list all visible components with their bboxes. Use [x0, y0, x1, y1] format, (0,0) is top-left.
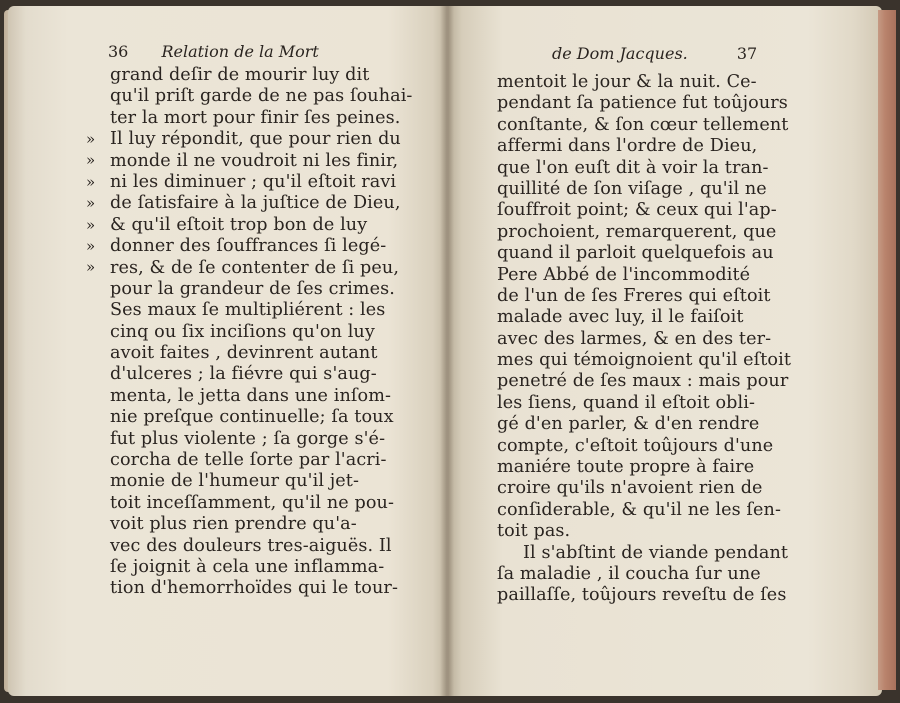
text-line: menta, le jetta dans une inſom- [110, 385, 392, 406]
text-line: compte, c'eſtoit toûjours d'une [497, 435, 774, 456]
right-running-title: de Dom Jacques. [552, 44, 688, 63]
text-line: toit inceſſamment, qu'il ne pou- [110, 492, 394, 513]
text-line: Il s'abſtint de viande pendant [523, 542, 789, 563]
quote-mark: » [86, 258, 96, 277]
right-page-body [497, 72, 791, 607]
text-line: toit pas. [497, 521, 571, 542]
quote-mark: » [86, 151, 96, 170]
text-line: conſtante, & ſon cœur tellement [497, 114, 789, 135]
right-page-header [552, 44, 757, 63]
text-line: Ses maux ſe multipliérent : les [110, 300, 386, 321]
book-gutter [440, 6, 454, 696]
text-line: quand il parloit quelquefois au [497, 243, 774, 264]
quote-mark: » [86, 236, 96, 255]
text-line: que l'on euſt dit à voir la tran- [497, 157, 769, 178]
text-line: quillité de ſon viſage , qu'il ne [497, 178, 767, 199]
left-page-number: 36 [108, 42, 129, 61]
text-line: de l'un de ſes Freres qui eſtoit [497, 285, 771, 306]
text-line: res, & de ſe contenter de ſi peu, [110, 257, 400, 278]
quote-mark: » [86, 172, 96, 191]
text-line: Pere Abbé de l'incommodité [497, 264, 751, 285]
text-line: croire qu'ils n'avoient rien de [497, 478, 763, 499]
text-line: fut plus violente ; ſa gorge s'é- [110, 428, 386, 449]
text-line: pendant ſa patience fut toûjours [497, 93, 788, 114]
text-line: avec des larmes, & en des ter- [497, 328, 772, 349]
text-line: Il luy répondit, que pour rien du [110, 129, 401, 150]
text-line: affermi dans l'ordre de Dieu, [497, 136, 758, 157]
text-line: monde il ne voudroit ni les finir, [110, 150, 399, 171]
text-line: tion d'hemorrhoïdes qui le tour- [110, 578, 398, 599]
left-page-header [108, 42, 319, 61]
left-quote-marks [86, 129, 95, 279]
text-line: les ſiens, quand il eſtoit obli- [497, 392, 755, 413]
text-line: malade avec luy, il le faiſoit [497, 307, 744, 328]
text-line: voit plus rien prendre qu'a- [110, 514, 357, 535]
right-page-edge [878, 10, 896, 690]
text-line: vec des douleurs tres-aiguës. Il [110, 535, 392, 556]
text-line: ſa maladie , il coucha ſur une [497, 563, 761, 584]
right-page-number: 37 [736, 44, 758, 63]
text-line: monie de l'humeur qu'il jet- [110, 471, 360, 492]
text-line: cinq ou ſix inciſions qu'on luy [110, 321, 375, 342]
text-line: paillaſſe, toûjours reveſtu de ſes [497, 585, 787, 606]
text-line: prochoient, remarquerent, que [497, 221, 777, 242]
text-line: maniére toute propre à faire [497, 457, 755, 478]
left-running-title: Relation de la Mort [161, 42, 319, 61]
text-line: ni les diminuer ; qu'il eſtoit ravi [110, 171, 397, 192]
text-line: de ſatisfaire à la juſtice de Dieu, [110, 193, 401, 214]
text-line: mes qui témoignoient qu'il eſtoit [497, 350, 791, 371]
quote-mark: » [86, 194, 96, 213]
text-line: corcha de telle ſorte par l'acri- [110, 450, 387, 471]
quote-mark: » [86, 215, 96, 234]
text-line: & qu'il eſtoit trop bon de luy [110, 214, 368, 235]
text-line: ter la mort pour finir ſes peines. [110, 107, 401, 128]
text-line: d'ulceres ; la fiévre qui s'aug- [110, 364, 377, 385]
text-line: nie preſque continuelle; ſa toux [110, 407, 394, 428]
quote-mark: » [86, 130, 96, 148]
text-line: pour la grandeur de ſes crimes. [110, 278, 395, 299]
left-page-body [110, 65, 412, 600]
text-line: penetré de ſes maux : mais pour [497, 371, 789, 392]
text-line: qu'il priſt garde de ne pas ſouhai- [110, 86, 413, 107]
text-line: ſouffroit point; & ceux qui l'ap- [497, 200, 777, 221]
text-line: conſiderable, & qu'il ne les ſen- [497, 499, 782, 520]
text-line: gé d'en parler, & d'en rendre [497, 414, 760, 435]
text-line: ſe joignit à cela une inflamma- [110, 556, 385, 577]
text-line: donner des ſouffrances ſi legé- [110, 236, 387, 257]
text-line: mentoit le jour & la nuit. Ce- [497, 72, 757, 92]
text-line: grand deſir de mourir luy dit [110, 65, 370, 85]
text-line: avoit faites , devinrent autant [110, 343, 378, 364]
